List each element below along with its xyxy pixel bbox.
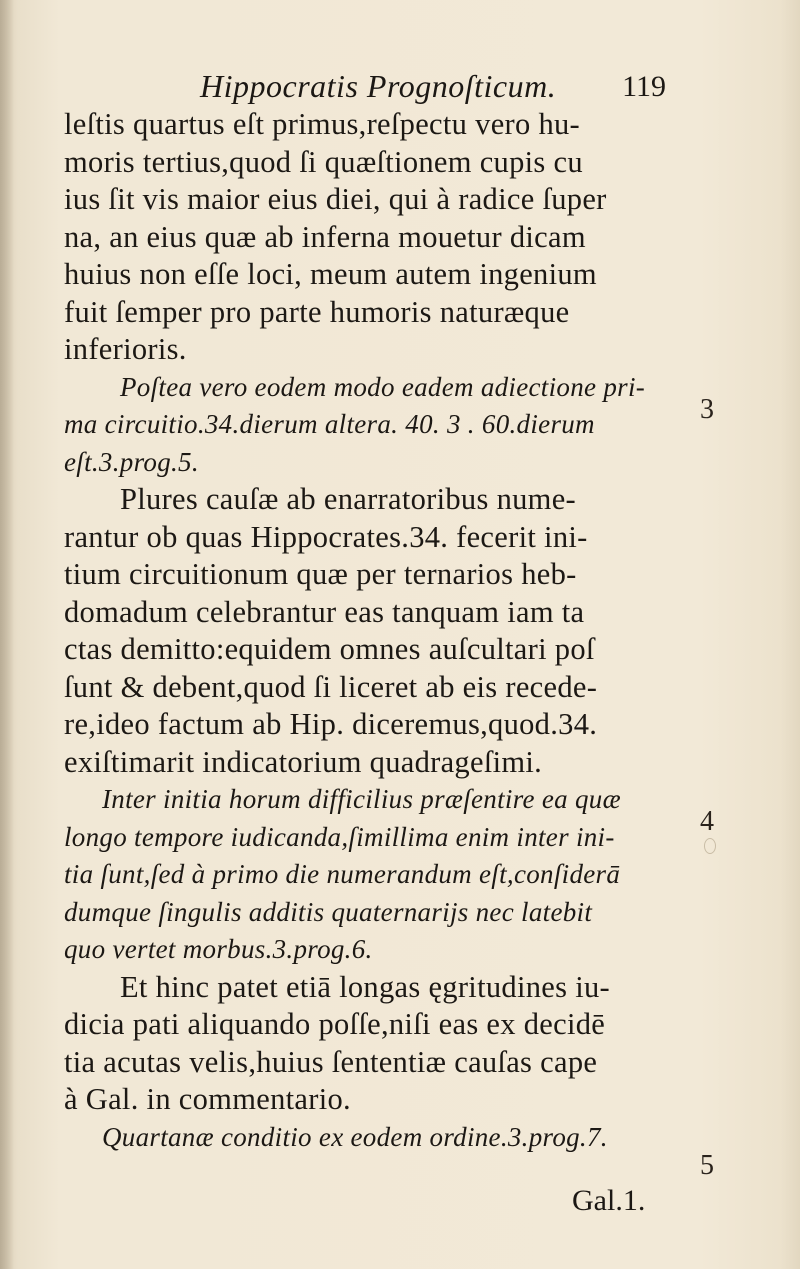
text-line-italic: longo tempore iudicanda,ſimillima enim inter ini- — [64, 821, 615, 852]
text-line: ſunt & debent,quod ſi liceret ab eis recede- — [64, 669, 598, 704]
text-line-italic: eſt.3.prog.5. — [64, 446, 199, 477]
text-line: leſtis quartus eſt primus,reſpectu vero hu- — [64, 107, 581, 141]
text-line: Plures cauſæ ab enarratoribus nume- — [120, 482, 576, 516]
running-head: Hippocratis Prognoſticum. — [200, 68, 557, 104]
text-line: na, an eius quæ ab inferna mouetur dicam — [64, 219, 586, 254]
text-line: rantur ob quas Hippocrates.34. fecerit ini- — [64, 519, 588, 554]
gutter-shadow — [0, 0, 14, 1269]
margin-number: 3 — [700, 394, 714, 425]
text-line-italic: Inter initia horum difficilius præſentire ea quæ — [102, 784, 621, 814]
page-number: 119 — [622, 70, 666, 103]
text-line-italic: dumque ſingulis additis quaternarijs nec latebit — [64, 896, 593, 927]
text-line: tia acutas velis,huius ſententiæ cauſas cape — [64, 1044, 598, 1079]
text-line: ctas demitto:equidem omnes auſcultari poſ — [64, 632, 595, 666]
paper-blemish — [704, 838, 716, 854]
text-line: huius non eſſe loci, meum autem ingenium — [64, 257, 597, 291]
margin-number: 5 — [700, 1150, 714, 1181]
text-line: tium circuitionum quæ per ternarios heb- — [64, 557, 577, 591]
text-line-italic: Quartanæ conditio ex eodem ordine.3.prog.7. — [102, 1121, 608, 1152]
text-line: inferioris. — [64, 332, 187, 366]
text-line: exiſtimarit indicatorium quadrageſimi. — [64, 744, 543, 779]
catchword: Gal.1. — [572, 1184, 646, 1217]
text-line: domadum celebrantur eas tanquam iam ta — [64, 594, 585, 629]
text-line-italic: ma circuitio.34.dierum altera. 40. 3 . 60.dierum — [64, 409, 595, 439]
text-line: dicia pati aliquando poſſe,niſi eas ex decidē — [64, 1007, 606, 1041]
text-line: à Gal. in commentario. — [64, 1082, 351, 1116]
text-line-italic: tia ſunt,ſed à primo die numerandum eſt,conſiderā — [64, 859, 621, 889]
text-line: ius ſit vis maior eius diei, qui à radice ſuper — [64, 182, 607, 216]
text-line: fuit ſemper pro parte humoris naturæque — [64, 294, 570, 329]
text-line: Et hinc patet etiā longas ęgritudines iu- — [120, 969, 610, 1004]
text-line-italic: quo vertet morbus.3.prog.6. — [64, 934, 373, 964]
text-line: re,ideo factum ab Hip. diceremus,quod.34. — [64, 707, 598, 741]
body-text — [64, 106, 664, 1156]
margin-number: 4 — [700, 806, 714, 837]
text-line-italic: Poſtea vero eodem modo eadem adiectione pri- — [120, 371, 646, 402]
text-line: moris tertius,quod ſi quæſtionem cupis cu — [64, 144, 583, 179]
page-header — [60, 62, 666, 110]
